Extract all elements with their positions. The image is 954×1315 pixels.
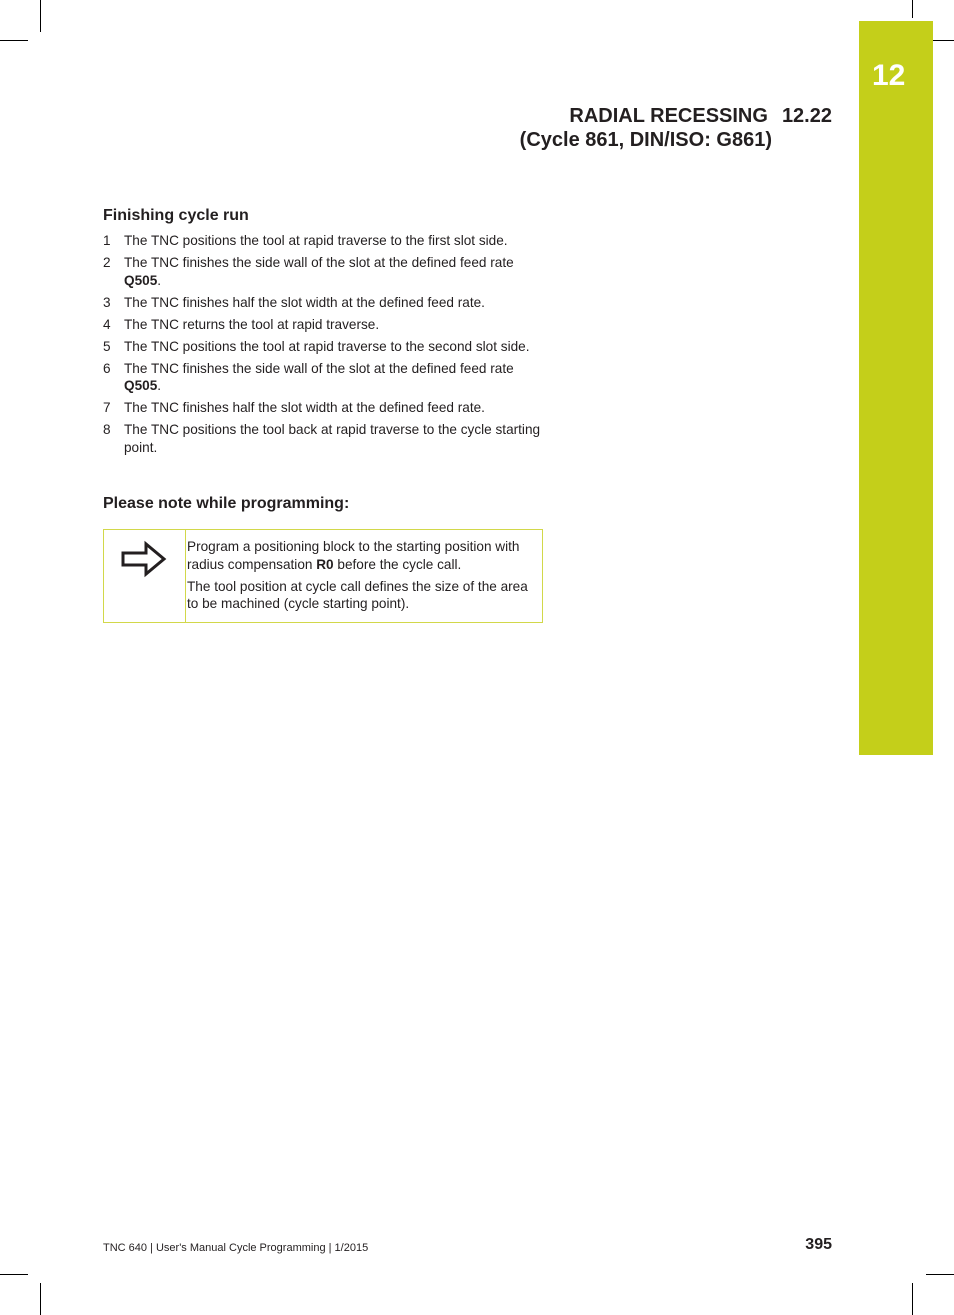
step-item xyxy=(103,360,543,395)
crop-mark xyxy=(912,1283,913,1315)
crop-mark xyxy=(40,0,41,32)
note-code: R0 xyxy=(316,556,334,572)
note-text-part: Program a positioning block to the starting position with radius compensation xyxy=(187,539,520,572)
step-number: 8 xyxy=(103,422,111,437)
chapter-tab xyxy=(859,21,933,755)
step-text: The TNC returns the tool at rapid traverse. xyxy=(124,316,380,332)
note-divider xyxy=(185,530,186,622)
step-item xyxy=(103,421,543,456)
crop-mark xyxy=(912,0,913,18)
step-number: 1 xyxy=(103,233,111,248)
crop-mark xyxy=(926,1274,954,1275)
step-text: . xyxy=(157,272,162,288)
programming-note-box xyxy=(103,529,543,623)
programming-heading: Please note while programming: xyxy=(103,495,350,512)
step-number: 6 xyxy=(103,360,111,376)
header-title: RADIAL RECESSING xyxy=(569,105,768,127)
parameter-code: Q505 xyxy=(124,378,158,393)
chapter-number: 12 xyxy=(872,59,906,92)
step-number: 4 xyxy=(103,316,111,332)
step-text: The TNC finishes the side wall of the slot at the defined feed rate xyxy=(124,360,514,376)
right-arrow-icon xyxy=(121,540,167,583)
note-text xyxy=(187,538,537,617)
step-number: 5 xyxy=(103,338,111,354)
step-item xyxy=(103,316,543,334)
step-text: The TNC positions the tool at rapid traverse to the first slot side. xyxy=(124,233,508,248)
step-number: 2 xyxy=(103,255,111,270)
note-text-part: before the cycle call. xyxy=(333,556,462,572)
footer-text: TNC 640 | User's Manual Cycle Programming | 1/2015 xyxy=(103,1242,369,1254)
crop-mark xyxy=(40,1283,41,1315)
step-item xyxy=(103,294,543,312)
note-paragraph: The tool position at cycle call defines the size of the area to be machined (cycle starting point). xyxy=(187,578,528,611)
step-item xyxy=(103,338,543,356)
header-section-number: 12.22 xyxy=(781,105,832,127)
note-paragraph xyxy=(187,538,537,573)
running-header xyxy=(480,104,832,152)
step-item xyxy=(103,399,543,417)
step-text: The TNC positions the tool at rapid traverse to the second slot side. xyxy=(124,338,530,354)
crop-mark xyxy=(0,1274,28,1275)
step-number: 7 xyxy=(103,400,111,415)
step-text: . xyxy=(157,378,162,393)
step-text: The TNC finishes half the slot width at the defined feed rate. xyxy=(124,294,485,310)
step-text: The TNC finishes half the slot width at the defined feed rate. xyxy=(124,400,485,415)
header-subtitle: (Cycle 861, DIN/ISO: G861) xyxy=(519,129,772,151)
step-text: The TNC positions the tool back at rapid traverse to the cycle starting point. xyxy=(124,422,541,455)
step-item xyxy=(103,232,543,250)
crop-mark xyxy=(0,40,28,41)
step-text: The TNC finishes the side wall of the slot at the defined feed rate xyxy=(124,255,514,270)
step-number: 3 xyxy=(103,294,111,310)
finishing-steps-list xyxy=(103,232,543,461)
parameter-code: Q505 xyxy=(124,272,158,288)
finishing-heading: Finishing cycle run xyxy=(103,207,249,224)
step-item xyxy=(103,254,543,289)
page-number: 395 xyxy=(805,1236,832,1253)
